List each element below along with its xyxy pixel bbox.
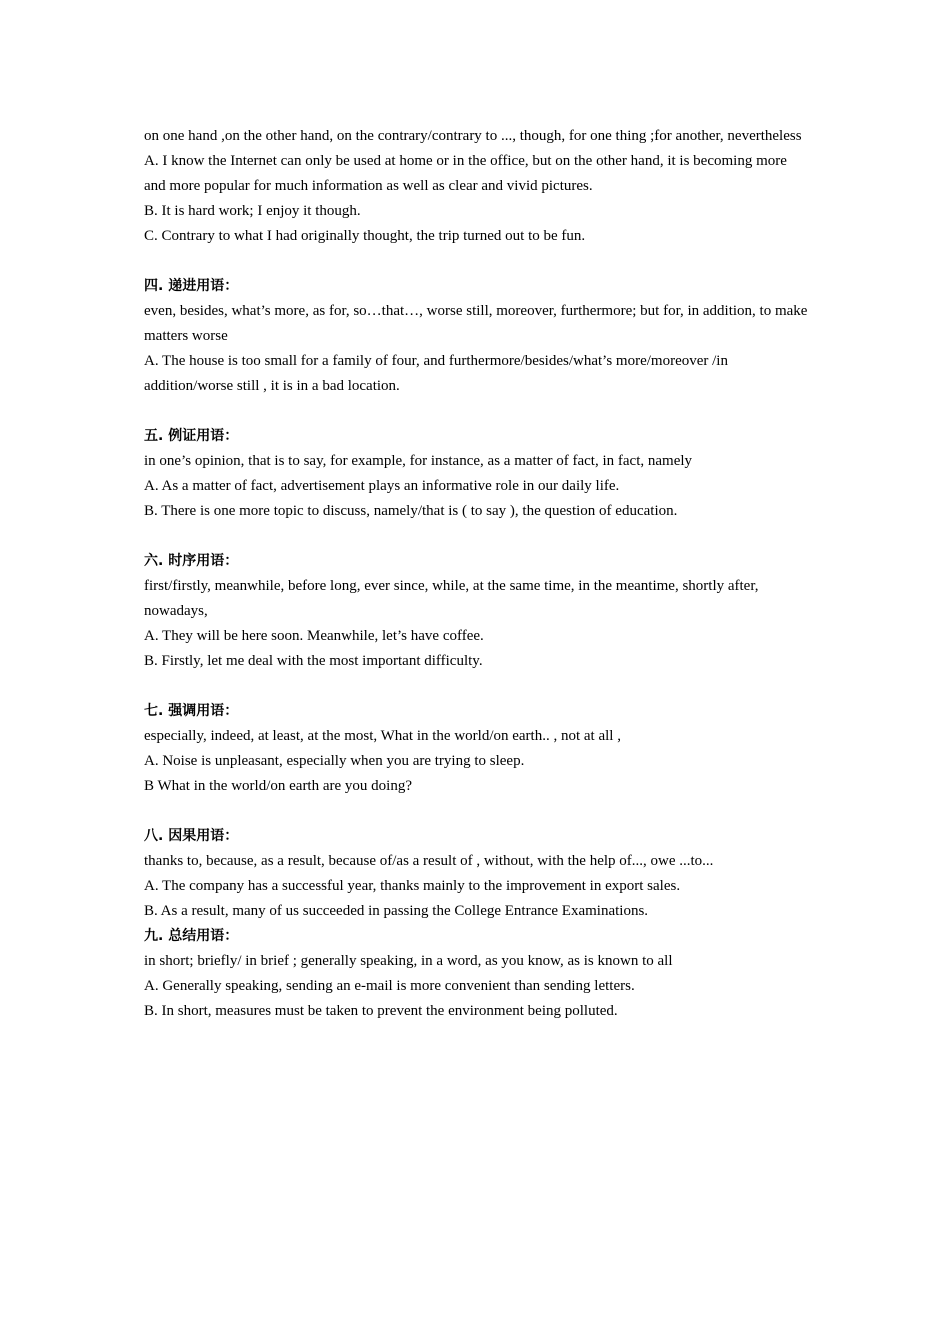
section-heading: 四. 递进用语： bbox=[144, 278, 239, 294]
example-sentence: B. As a result, many of us succeeded in passing the College Entrance Examinations. bbox=[144, 903, 649, 919]
example-sentence: B. In short, measures must be taken to prevent the environment being polluted. bbox=[144, 1003, 618, 1019]
example-sentence: B. It is hard work; I enjoy it though. bbox=[144, 203, 361, 219]
example-sentence: A. Noise is unpleasant, especially when you are trying to sleep. bbox=[144, 753, 525, 769]
example-sentence: C. Contrary to what I had originally thought, the trip turned out to be fun. bbox=[144, 228, 586, 244]
example-sentence: B What in the world/on earth are you doing? bbox=[144, 778, 412, 794]
section-heading: 九. 总结用语： bbox=[144, 928, 239, 944]
phrase-list: especially, indeed, at least, at the most, What in the world/on earth.. , not at all , bbox=[144, 728, 621, 744]
phrase-list: on one hand ,on the other hand, on the contrary/contrary to ..., though, for one thing ;for another, nevertheless bbox=[144, 128, 802, 144]
phrase-list: even, besides, what’s more, as for, so…that…, worse still, moreover, furthermore; but for, in addition, to make matters worse bbox=[144, 303, 808, 344]
section-summary bbox=[144, 924, 809, 1024]
section-sequence bbox=[144, 549, 809, 674]
example-sentence: B. Firstly, let me deal with the most important difficulty. bbox=[144, 653, 483, 669]
phrase-list: thanks to, because, as a result, because of/as a result of , without, with the help of..., owe ...to... bbox=[144, 853, 714, 869]
document-page bbox=[144, 124, 809, 1024]
phrase-list: in short; briefly/ in brief ; generally speaking, in a word, as you know, as is known to all bbox=[144, 953, 673, 969]
example-sentence: A. They will be here soon. Meanwhile, let’s have coffee. bbox=[144, 628, 484, 644]
section-heading: 六. 时序用语： bbox=[144, 553, 239, 569]
section-contrast bbox=[144, 124, 809, 249]
example-sentence: A. As a matter of fact, advertisement plays an informative role in our daily life. bbox=[144, 478, 620, 494]
section-heading: 八. 因果用语： bbox=[144, 828, 239, 844]
example-sentence: B. There is one more topic to discuss, namely/that is ( to say ), the question of education. bbox=[144, 503, 678, 519]
section-heading: 五. 例证用语： bbox=[144, 428, 239, 444]
example-sentence: A. I know the Internet can only be used at home or in the office, but on the other hand, it is becoming more and more popular for much information as well as clear and vivid pictures. bbox=[144, 153, 787, 194]
section-heading: 七. 强调用语： bbox=[144, 703, 239, 719]
example-sentence: A. The house is too small for a family of four, and furthermore/besides/what’s more/moreover /in addition/worse still , it is in a bad location. bbox=[144, 353, 728, 394]
example-sentence: A. The company has a successful year, thanks mainly to the improvement in export sales. bbox=[144, 878, 681, 894]
phrase-list: first/firstly, meanwhile, before long, ever since, while, at the same time, in the meantime, shortly after, nowadays, bbox=[144, 578, 759, 619]
phrase-list: in one’s opinion, that is to say, for example, for instance, as a matter of fact, in fact, namely bbox=[144, 453, 693, 469]
section-progression bbox=[144, 274, 809, 399]
section-emphasis bbox=[144, 699, 809, 799]
example-sentence: A. Generally speaking, sending an e-mail is more convenient than sending letters. bbox=[144, 978, 635, 994]
section-illustration bbox=[144, 424, 809, 524]
section-cause-effect bbox=[144, 824, 809, 924]
